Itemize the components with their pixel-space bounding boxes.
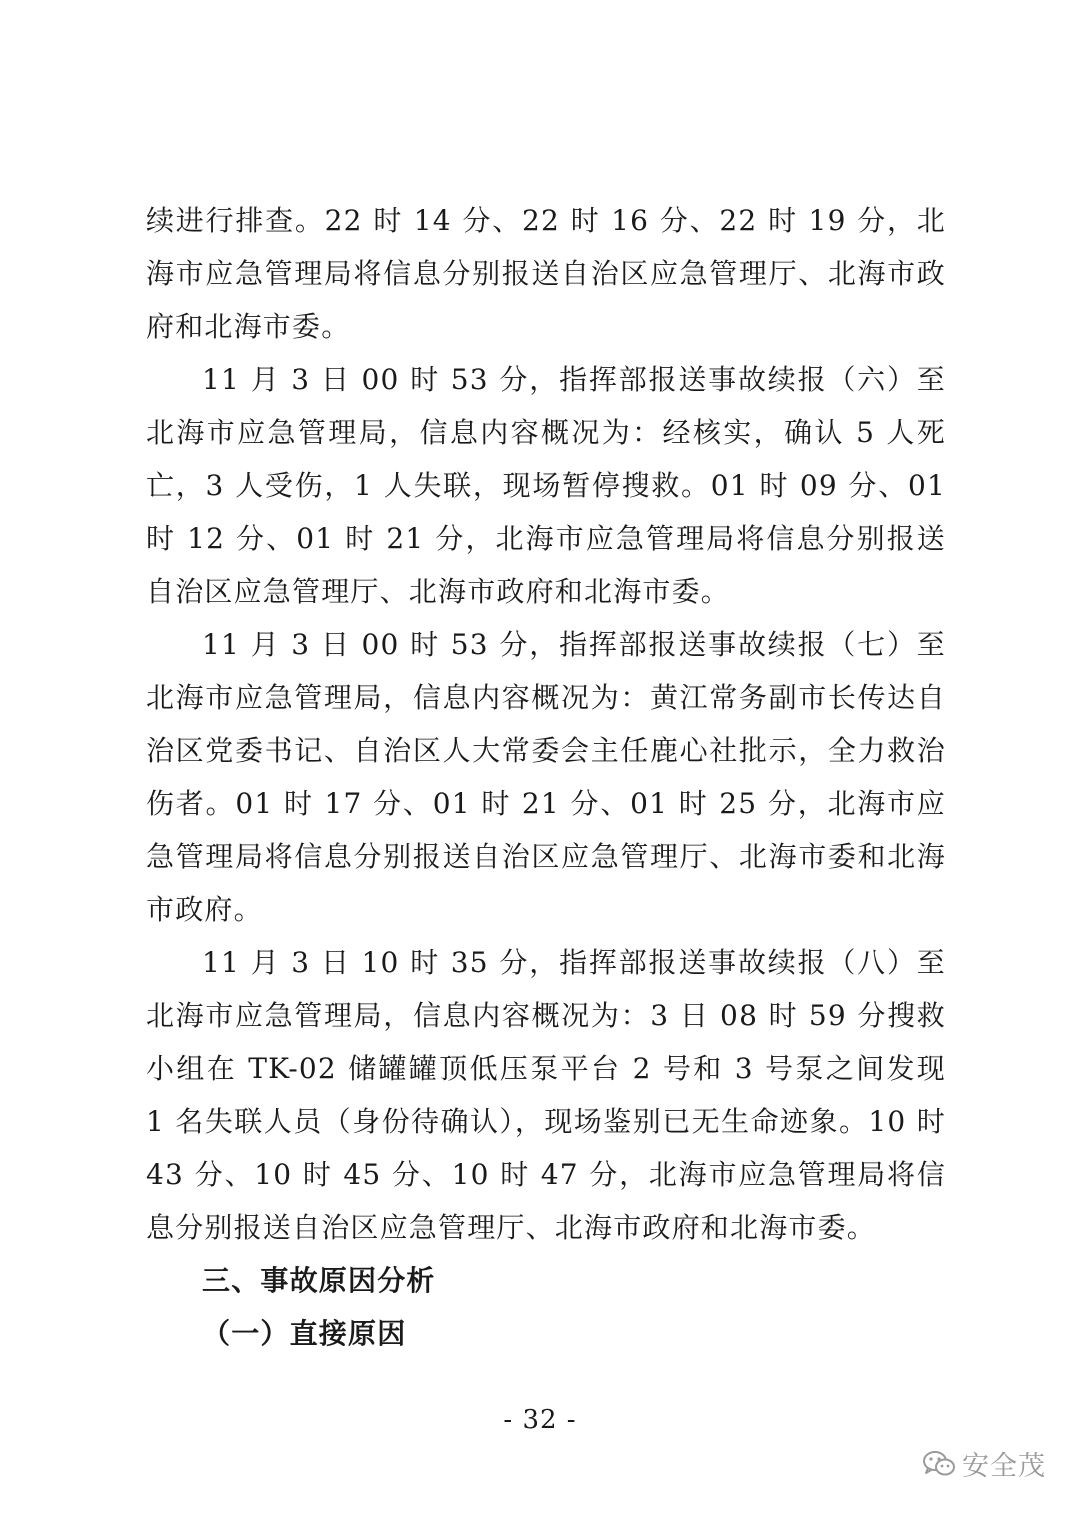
paragraph: 11 月 3 日 10 时 35 分，指挥部报送事故续报（八）至北海市应急管理局，信息内容概况为：3 日 08 时 59 分搜救小组在 TK-02 储罐罐顶低压泵平台 2 号和 3 号泵之间发现 1 名失联人员（身份待确认），现场鉴别已无生命迹象。10 时 43 分、10 时 45 分、10 时 47 分，北海市应急管理局将信息分别报送自治区应急管理厅、北海市政府和北海市委。 (146, 946, 946, 1244)
paragraph: 11 月 3 日 00 时 53 分，指挥部报送事故续报（六）至北海市应急管理局，信息内容概况为：经核实，确认 5 人死亡，3 人受伤，1 人失联，现场暂停搜救。01 时 09 分、01 时 12 分、01 时 21 分，北海市应急管理局将信息分别报送自治区应急管理厅、北海市政府和北海市委。 (146, 363, 946, 608)
paragraph: 续进行排查。22 时 14 分、22 时 16 分、22 时 19 分，北海市应急管理局将信息分别报送自治区应急管理厅、北海市政府和北海市委。 (146, 204, 946, 343)
subsection-heading: （一）直接原因 (202, 1317, 407, 1350)
watermark (922, 1444, 1046, 1483)
page-number: - 32 - (503, 1405, 577, 1435)
wechat-icon (922, 1450, 956, 1478)
section-heading: 三、事故原因分析 (202, 1264, 436, 1297)
watermark-text: 安全茂 (962, 1451, 1046, 1482)
document-body (146, 194, 946, 1360)
paragraph: 11 月 3 日 00 时 53 分，指挥部报送事故续报（七）至北海市应急管理局，信息内容概况为：黄江常务副市长传达自治区党委书记、自治区人大常委会主任鹿心社批示，全力救治伤者。01 时 17 分、01 时 21 分、01 时 25 分，北海市应急管理局将信息分别报送自治区应急管理厅、北海市委和北海市政府。 (146, 628, 946, 926)
